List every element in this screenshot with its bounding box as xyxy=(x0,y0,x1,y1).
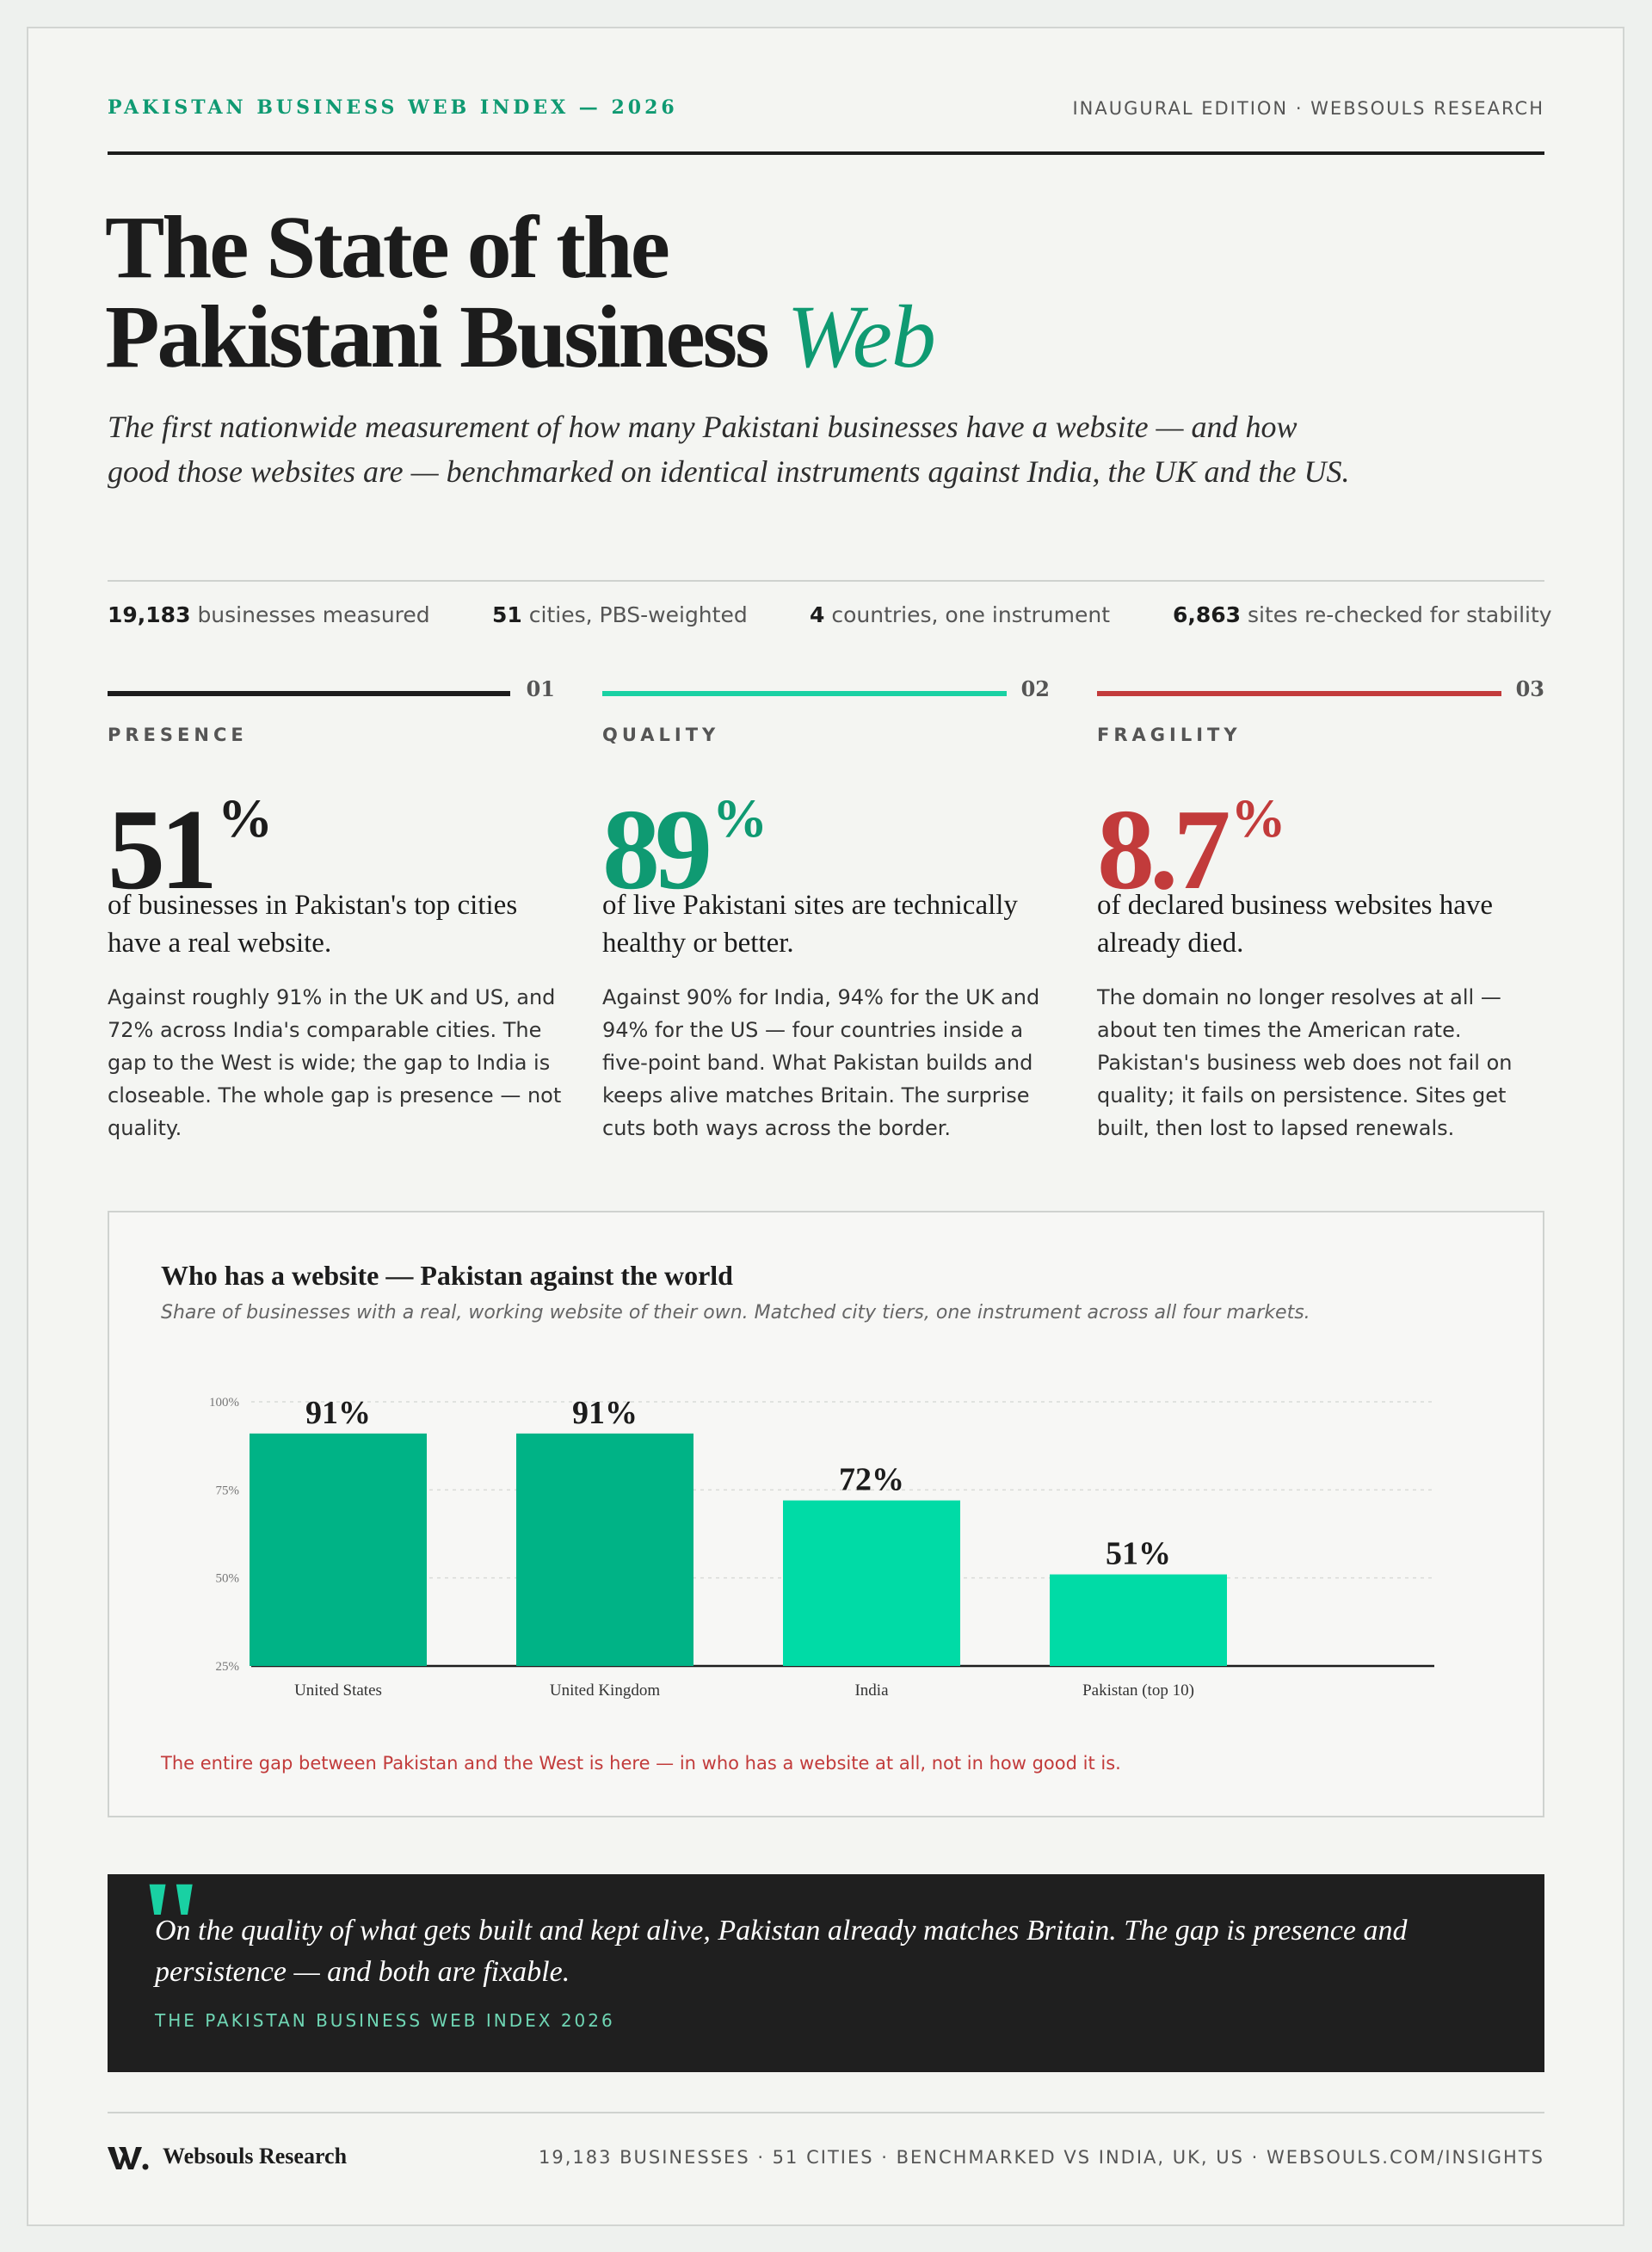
finding-body: Against roughly 91% in the UK and US, and 72% across India's comparable cities. The gap to the West is wide; the gap to India is closeable. The whole gap is presence — not quality. xyxy=(108,985,562,1140)
footer xyxy=(108,2113,1544,2181)
finding-label: FRAGILITY xyxy=(1097,725,1242,745)
finding-value: 89% xyxy=(602,786,767,913)
x-tick-label: Pakistan (top 10) xyxy=(1082,1681,1194,1700)
bar xyxy=(250,1434,427,1666)
y-tick-label: 75% xyxy=(215,1484,239,1498)
y-tick-label: 50% xyxy=(215,1571,239,1586)
finding-number: 02 xyxy=(1011,676,1050,701)
finding-body: Against 90% for India, 94% for the UK and 94% for the US — four countries inside a five-point band. What Pakistan builds and keeps alive matches Britain. The surprise cuts both ways across the border. xyxy=(602,985,1040,1140)
data-label: 72% xyxy=(839,1461,904,1498)
report-eyebrow: PAKISTAN BUSINESS WEB INDEX — 2026 xyxy=(108,96,678,119)
title-accent: Web xyxy=(786,287,935,386)
footer-meta: 19,183 BUSINESSES · 51 CITIES · BENCHMARKED VS INDIA, UK, US · WEBSOULS.COM/INSIGHTS xyxy=(538,2147,1544,2168)
finding-claim: of businesses in Pakistan's top cities have a real website. xyxy=(108,890,518,959)
finding-rule xyxy=(108,691,510,696)
quote-mark-icon: " xyxy=(135,1854,207,1997)
finding-body: The domain no longer resolves at all — about ten times the American rate. Pakistan's business web does not fail on quality; it fails on persistence. Sites get built, then lost to lapsed renewals. xyxy=(1097,985,1513,1140)
finding-label: PRESENCE xyxy=(108,725,248,745)
chart-note: The entire gap between Pakistan and the West is here — in who has a website at all, not in how good it is. xyxy=(161,1753,1121,1774)
finding-rule xyxy=(602,691,1007,696)
bar-chart xyxy=(109,1212,1543,1729)
y-tick-label: 100% xyxy=(209,1396,239,1410)
x-tick-label: India xyxy=(854,1681,889,1700)
quote-citation: THE PAKISTAN BUSINESS WEB INDEX 2026 xyxy=(155,2010,615,2031)
finding-number: 01 xyxy=(516,676,555,701)
title-line-1: The State of the xyxy=(105,198,668,297)
finding-value: 51% xyxy=(108,786,273,913)
data-label: 91% xyxy=(572,1394,638,1431)
data-label: 91% xyxy=(305,1394,371,1431)
stat-countries: 4 countries, one instrument xyxy=(810,602,1111,627)
title-line-2: Pakistani Business xyxy=(105,287,767,386)
stat-businesses: 19,183 businesses measured xyxy=(108,602,430,627)
bar xyxy=(783,1501,960,1666)
finding-claim: of declared business websites have already died. xyxy=(1097,890,1494,959)
finding-number: 03 xyxy=(1506,676,1544,701)
lede-paragraph: The first nationwide measurement of how many Pakistani businesses have a website — and how good those websites are — benchmarked on identical instruments against India, the UK and the US. xyxy=(108,410,1350,489)
finding-label: QUALITY xyxy=(602,725,720,745)
brand-name: Websouls Research xyxy=(163,2144,348,2169)
finding-value: 8.7% xyxy=(1097,786,1286,913)
websouls-logo-icon xyxy=(108,2145,149,2171)
chart-title: Who has a website — Pakistan against the world xyxy=(161,1260,733,1291)
stats-row xyxy=(108,602,1552,637)
finding-rule xyxy=(1097,691,1501,696)
finding-claim: of live Pakistani sites are technically healthy or better. xyxy=(602,890,1018,959)
stat-cities: 51 cities, PBS-weighted xyxy=(492,602,748,627)
stat-rechecked: 6,863 sites re-checked for stability xyxy=(1173,602,1552,627)
quote-text: On the quality of what gets built and kept alive, Pakistan already matches Britain. The gap is presence and persistence — and both are fixable. xyxy=(155,1915,1408,1988)
page-title xyxy=(105,198,1310,386)
bar xyxy=(1050,1575,1227,1666)
divider xyxy=(108,580,1544,582)
data-label: 51% xyxy=(1106,1535,1171,1572)
x-tick-label: United States xyxy=(294,1681,382,1700)
bar xyxy=(516,1434,693,1666)
y-tick-label: 25% xyxy=(215,1660,239,1674)
chart-card xyxy=(108,1211,1544,1817)
chart-subtitle: Share of businesses with a real, working website of their own. Matched city tiers, one instrument across all four markets. xyxy=(161,1302,1310,1323)
x-tick-label: United Kingdom xyxy=(549,1681,661,1700)
masthead xyxy=(108,95,1544,155)
edition-label: INAUGURAL EDITION · WEBSOULS RESEARCH xyxy=(1072,98,1544,119)
pull-quote xyxy=(108,1854,1544,2072)
